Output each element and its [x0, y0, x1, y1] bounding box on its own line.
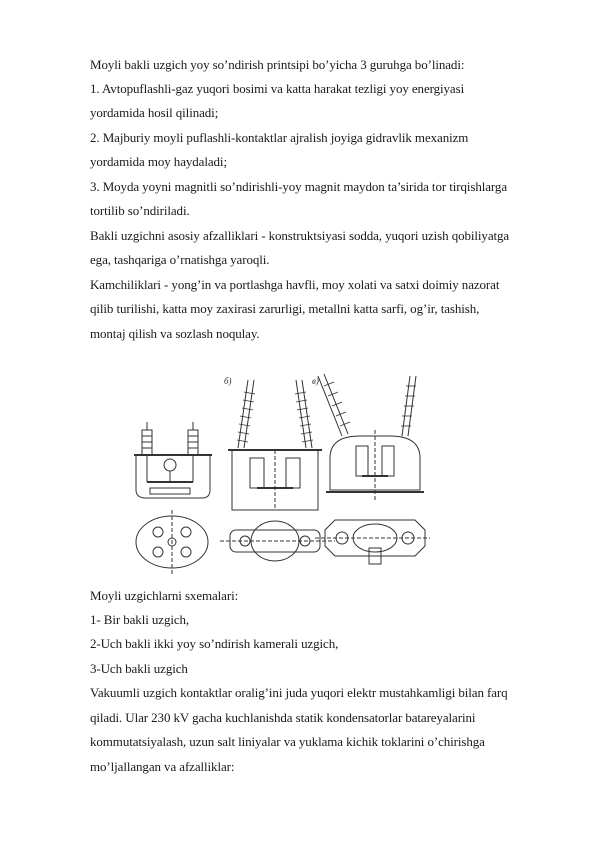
text-line: 2. Majburiy moyli puflashli-kontaktlar ajralish joyiga gidravlik mexanizm	[90, 130, 469, 145]
text-line: Moyli uzgichlarni sxemalari:	[90, 588, 239, 603]
text-line: yordamida hosil qilinadi;	[90, 105, 219, 120]
text-line: kommutatsiyalash, uzun salt liniyalar va yuklama kichik toklarini o’chirishga	[90, 734, 485, 749]
text-line: Bakli uzgichni asosiy afzalliklari - konstruktsiyasi sodda, yuqori uzish qobiliyatga	[90, 228, 510, 243]
text-line: Vakuumli uzgich kontaktlar oralig’ini juda yuqori elektr mustahkamligi bilan farq	[90, 685, 508, 700]
single-tank-breaker-drawing	[134, 422, 212, 575]
text-line: montaj qilish va sozlash noqulay.	[90, 326, 260, 341]
figure-label-v: в)	[312, 376, 319, 386]
text-line: yordamida moy haydaladi;	[90, 154, 227, 169]
text-line: ega, tashqariga o’rnatishga yaroqli.	[90, 252, 270, 267]
text-line: 1- Bir bakli uzgich,	[90, 612, 190, 627]
text-line: Moyli bakli uzgich yoy so’ndirish printsipi bo’yicha 3 guruhga bo’linadi:	[90, 57, 465, 72]
figure-label-b: б)	[224, 376, 232, 386]
text-line: 2-Uch bakli ikki yoy so’ndirish kamerali uzgich,	[90, 636, 339, 651]
text-line: tortilib so’ndiriladi.	[90, 203, 190, 218]
text-line: qiladi. Ular 230 kV gacha kuchlanishda statik kondensatorlar batareyalarini	[90, 710, 476, 725]
text-line: Kamchiliklari - yong’in va portlashga havfli, moy xolati va satxi doimiy nazorat	[90, 277, 500, 292]
breaker-drawing	[120, 370, 430, 580]
two-chamber-tank-breaker-drawing	[220, 380, 335, 561]
three-tank-breaker-drawing	[315, 374, 430, 564]
text-line: 3. Moyda yoyni magnitli so’ndirishli-yoy magnit maydon ta’sirida tor tirqishlarga	[90, 179, 507, 194]
text-line: mo’ljallangan va afzalliklar:	[90, 759, 235, 774]
oil-breaker-schemes-figure	[120, 370, 430, 580]
text-line: 1. Avtopuflashli-gaz yuqori bosimi va katta harakat tezligi yoy energiyasi	[90, 81, 465, 96]
text-line: qilib turilishi, katta moy zaxirasi zarurligi, metallni katta sarfi, og’ir, tashish,	[90, 301, 480, 316]
text-line: 3-Uch bakli uzgich	[90, 661, 188, 676]
